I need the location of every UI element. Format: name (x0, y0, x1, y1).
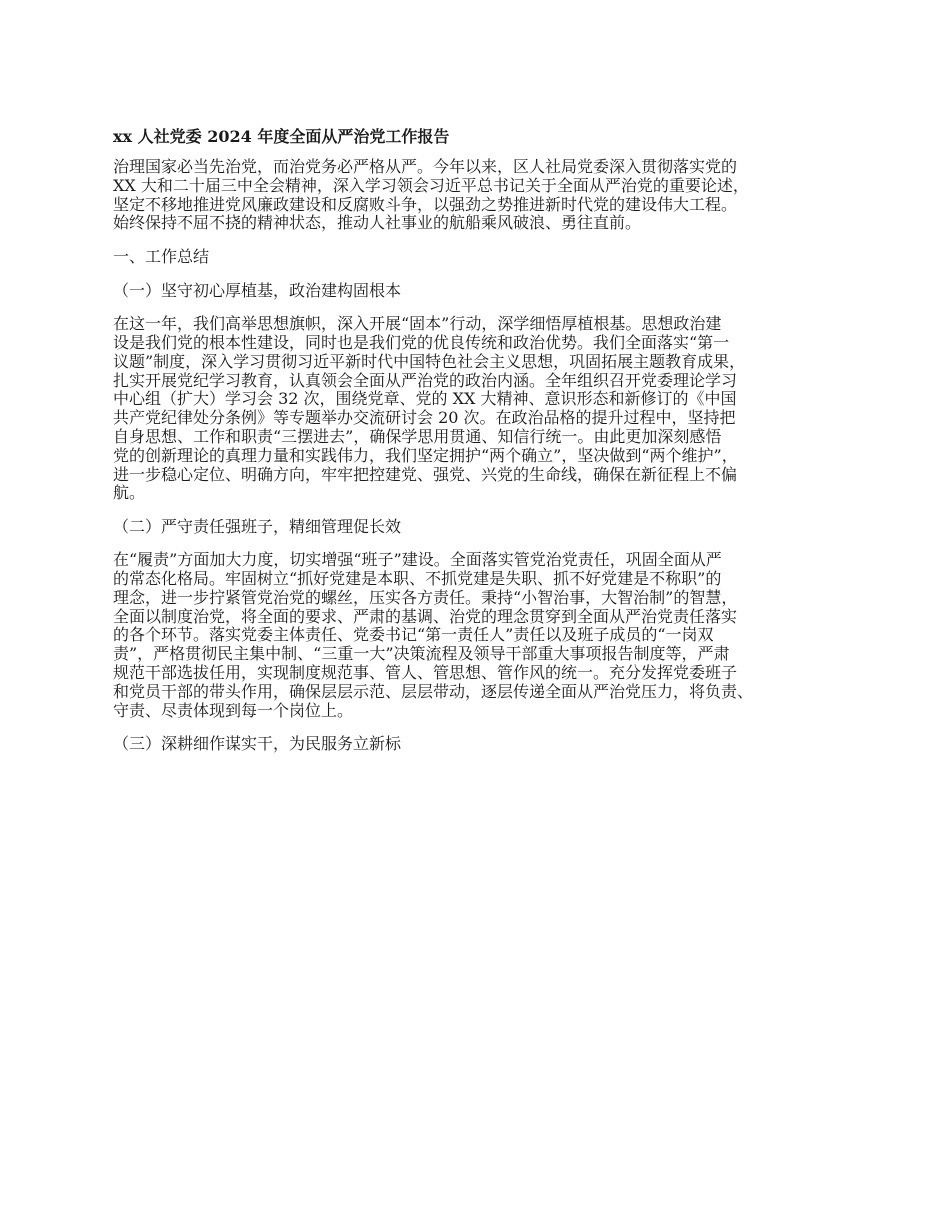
text-line: 扎实开展党纪学习教育，认真领会全面从严治党的政治内涵。全年组织召开党委理论学习 (113, 370, 738, 390)
subsection-1-paragraph (113, 315, 850, 503)
text-line: 党的创新理论的真理力量和实践伟力，我们坚定拥护“两个确立”，坚决做到“两个维护”， (113, 445, 738, 465)
text-line: 全面以制度治党，将全面的要求、严肃的基调、治党的理念贯穿到全面从严治党责任落实 (113, 606, 738, 626)
document-title: xx 人社党委 2024 年度全面从严治党工作报告 (113, 127, 450, 146)
text-line: 的各个环节。落实党委主体责任、党委书记“第一责任人”责任以及班子成员的“一岗双 (113, 625, 714, 645)
text-line: 在这一年，我们高举思想旗帜，深入开展“固本”行动，深学细悟厚植根基。思想政治建 (113, 314, 722, 334)
text-line: 自身思想、工作和职责“三摆进去”，确保学思用贯通、知信行统一。由此更加深刻感悟 (113, 426, 722, 446)
text-line: 坚定不移地推进党风廉政建设和反腐败斗争，以强劲之势推进新时代党的建设伟大工程。 (113, 194, 738, 214)
text-line: 共产党纪律处分条例》等专题举办交流研讨会 20 次。在政治品格的提升过程中，坚持把 (113, 408, 736, 428)
section-heading-work-summary: 一、工作总结 (113, 247, 210, 267)
text-line: 议题”制度，深入学习贯彻习近平新时代中国特色社会主义思想，巩固拓展主题教育成果， (113, 351, 746, 371)
text-line: 航。 (113, 483, 146, 503)
text-line: 中心组（扩大）学习会 32 次，围绕党章、党的 XX 大精神、意识形态和新修订的《中国 (113, 389, 737, 409)
subsection-heading-2: （二）严守责任强班子，精细管理促长效 (113, 517, 402, 537)
text-line: 始终保持不屈不挠的精神状态，推动人社事业的航船乘风破浪、勇往直前。 (113, 213, 642, 233)
text-line: 规范干部选拔任用，实现制度规范事、管人、管思想、管作风的统一。充分发挥党委班子 (113, 662, 738, 682)
intro-paragraph (113, 158, 850, 233)
text-line: 责”，严格贯彻民主集中制、“三重一大”决策流程及领导干部重大事项报告制度等，严肃 (113, 644, 730, 664)
subsection-2-paragraph (113, 551, 850, 720)
subsection-heading-3: （三）深耕细作谋实干，为民服务立新标 (113, 734, 402, 754)
text-line: 守责、尽责体现到每一个岗位上。 (113, 700, 354, 720)
document-page (113, 126, 850, 768)
text-line: 理念，进一步拧紧管党治党的螺丝，压实各方责任。秉持“小智治事，大智治制”的智慧， (113, 587, 738, 607)
text-line: 的常态化格局。牢固树立“抓好党建是本职、不抓党建是失职、抓不好党建是不称职”的 (113, 568, 722, 588)
text-line: XX 大和二十届三中全会精神，深入学习领会习近平总书记关于全面从严治党的重要论述， (113, 175, 749, 195)
text-line: 治理国家必当先治党，而治党务必严格从严。今年以来，区人社局党委深入贯彻落实党的 (113, 157, 738, 176)
text-line: 在“履责”方面加大力度，切实增强“班子”建设。全面落实管党治党责任，巩固全面从严 (113, 550, 722, 570)
text-line: 和党员干部的带头作用，确保层层示范、层层带动，逐层传递全面从严治党压力，将负责、 (113, 681, 754, 701)
text-line: 进一步稳心定位、明确方向，牢牢把控建党、强党、兴党的生命线，确保在新征程上不偏 (113, 464, 738, 484)
text-line: 设是我们党的根本性建设，同时也是我们党的优良传统和政治优势。我们全面落实“第一 (113, 332, 730, 352)
subsection-heading-1: （一）坚守初心厚植基，政治建构固根本 (113, 281, 402, 301)
